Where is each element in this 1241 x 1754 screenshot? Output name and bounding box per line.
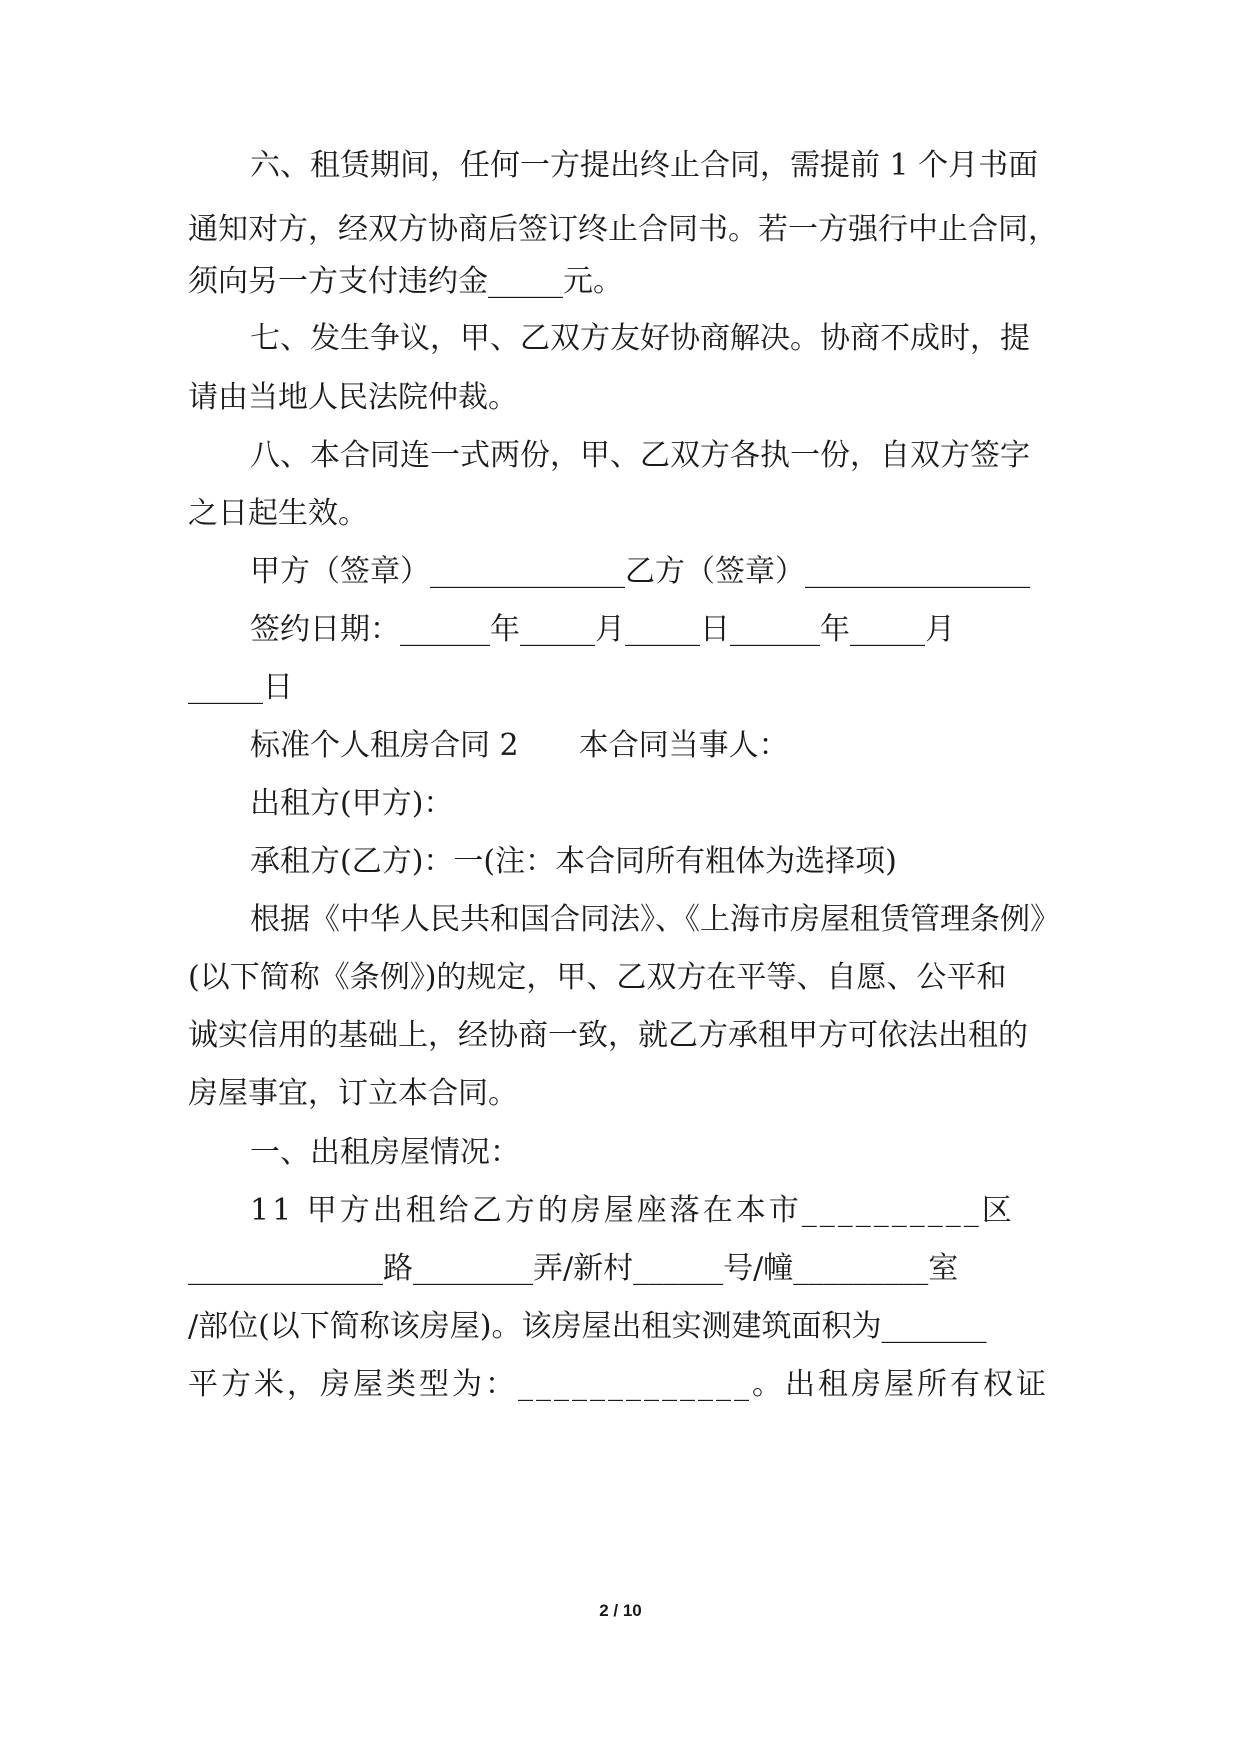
signing-date-line-1: 签约日期：______年_____月_____日______年_____月: [250, 612, 955, 647]
section-1-1-line-4: 平方米，房屋类型为：_____________。出租房屋所有权证: [188, 1367, 1049, 1402]
clause-7-line-2: 请由当地人民法院仲裁。: [188, 380, 518, 415]
preamble-line-2: (以下简称《条例》)的规定，甲、乙双方在平等、自愿、公平和: [188, 960, 1007, 995]
clause-6-line-1: 六、租赁期间，任何一方提出终止合同，需提前 1 个月书面: [250, 148, 1039, 183]
clause-8-line-1: 八、本合同连一式两份，甲、乙双方各执一份，自双方签字: [250, 438, 1030, 473]
signing-date-line-2: _____日: [188, 670, 293, 705]
section-1-1-line-2: _____________路________弄/新村______号/幢_________室: [188, 1251, 959, 1286]
section-1-1-line-1: 11 甲方出租给乙方的房屋座落在本市__________区: [250, 1193, 1015, 1228]
lessee-line: 承租方(乙方)：一(注：本合同所有粗体为选择项): [250, 844, 897, 879]
preamble-line-4: 房屋事宜，订立本合同。: [188, 1076, 518, 1111]
preamble-line-1: 根据《中华人民共和国合同法》、《上海市房屋租赁管理条例》: [250, 902, 1060, 937]
contract-2-heading: 标准个人租房合同 2 本合同当事人：: [250, 728, 789, 763]
clause-8-line-2: 之日起生效。: [188, 496, 368, 531]
clause-6-line-2: 通知对方，经双方协商后签订终止合同书。若一方强行中止合同，: [188, 212, 1058, 247]
signature-line: 甲方（签章）_____________乙方（签章）_______________: [250, 554, 1030, 589]
preamble-line-3: 诚实信用的基础上，经协商一致，就乙方承租甲方可依法出租的: [188, 1018, 1028, 1053]
section-1-1-line-3: /部位(以下简称该房屋)。该房屋出租实测建筑面积为_______: [188, 1309, 987, 1344]
lessor-line: 出租方(甲方)：: [250, 786, 454, 821]
section-1-heading: 一、出租房屋情况：: [250, 1135, 520, 1170]
clause-6-line-3: 须向另一方支付违约金_____元。: [188, 264, 623, 299]
clause-7-line-1: 七、发生争议，甲、乙双方友好协商解决。协商不成时，提: [250, 321, 1030, 356]
page-number: 2 / 10: [599, 1601, 642, 1620]
